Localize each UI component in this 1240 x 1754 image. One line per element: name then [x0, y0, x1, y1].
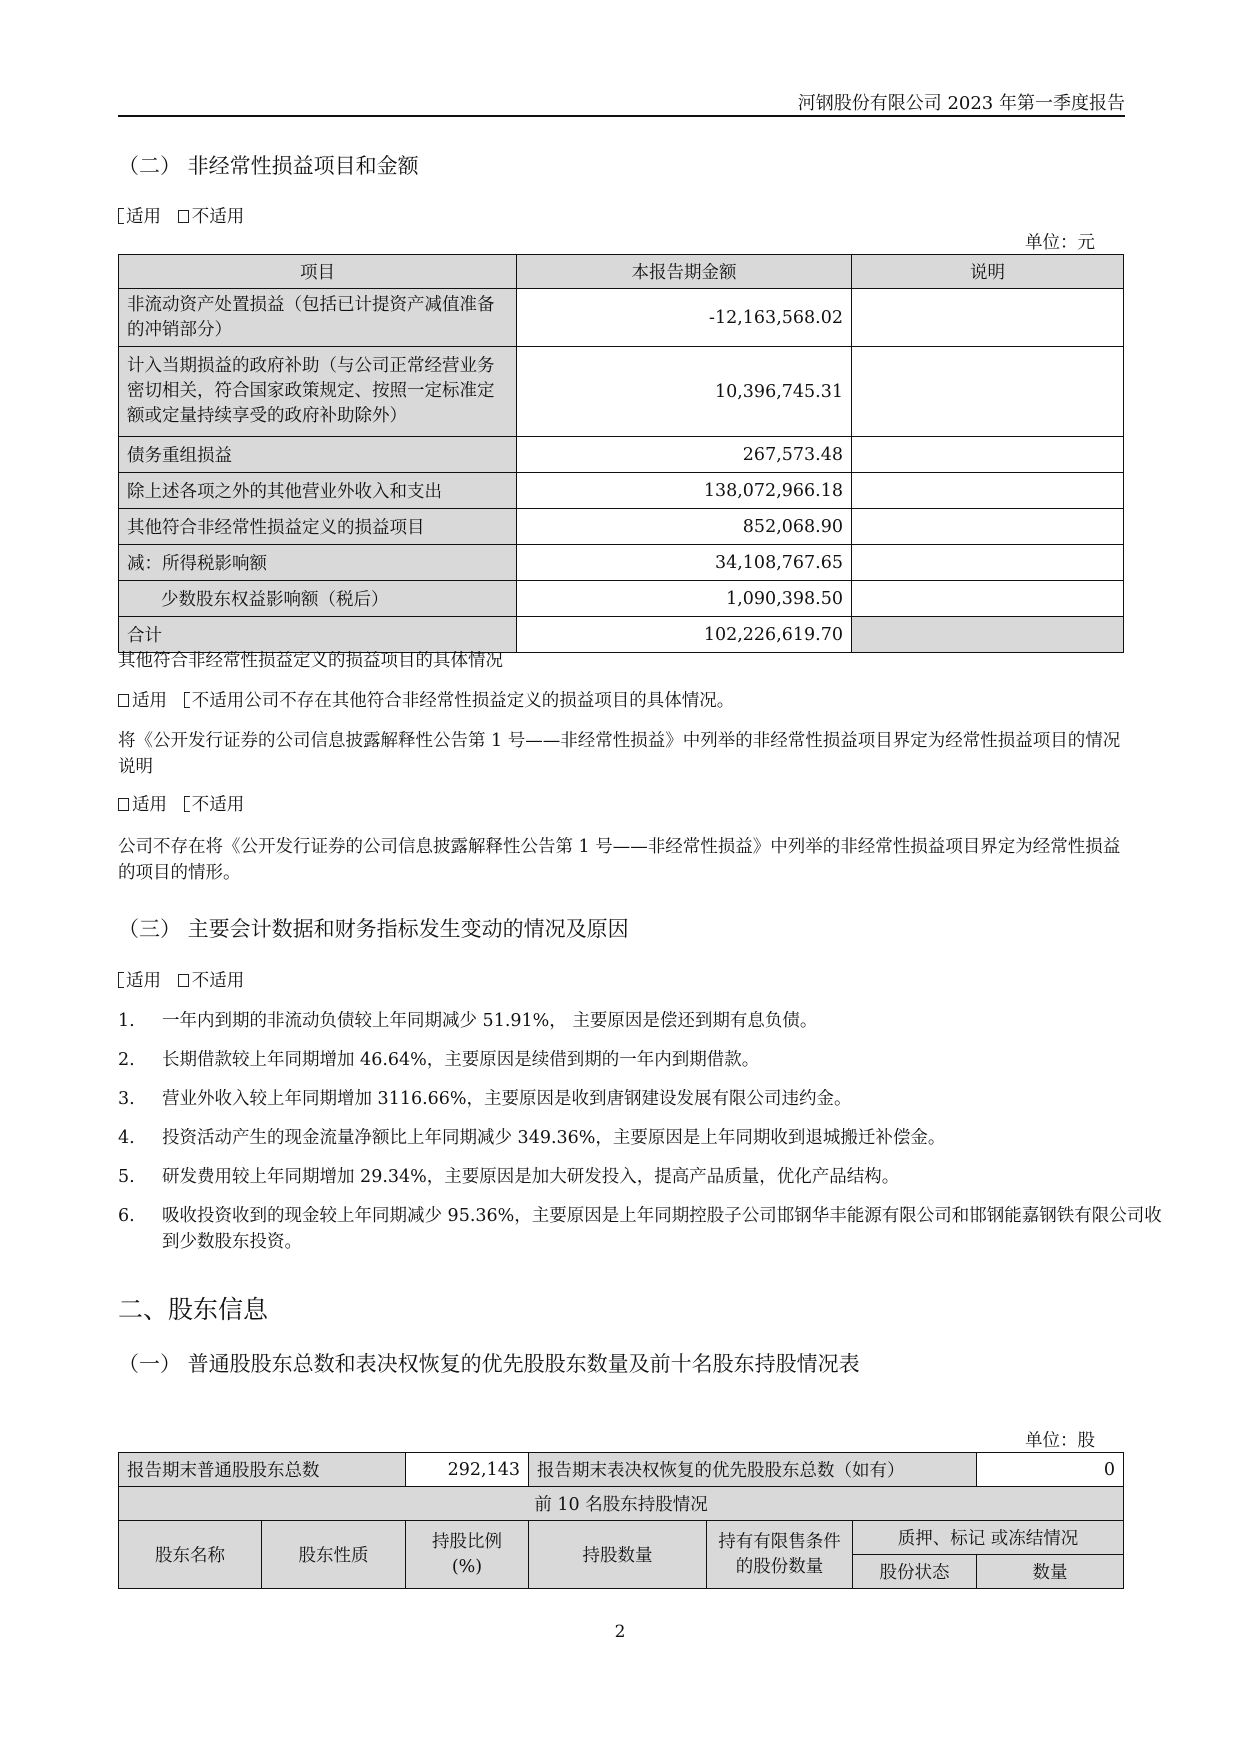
applicable-line-changes: [118, 968, 244, 994]
list-item-text: 吸收投资收到的现金较上年同期减少 95.36%，主要原因是上年同期控股子公司邯钢华丰能源有限公司和邯钢能嘉钢铁有限公司收到少数股东投资。: [162, 1206, 1162, 1252]
row-item: 合计: [119, 617, 517, 653]
column-header-note: 说明: [852, 255, 1124, 289]
row-item: 减：所得税影响额: [119, 545, 517, 581]
list-item-text: 长期借款较上年同期增加 46.64%，主要原因是续借到期的一年内到期借款。: [162, 1050, 760, 1070]
column-header-pledge-group: 质押、标记 或冻结情况: [853, 1521, 1124, 1555]
row-note: [852, 617, 1124, 653]
applicable-line-reclass: [118, 792, 244, 818]
list-item-number: 1.: [118, 1011, 135, 1031]
checkbox-checked-icon: [118, 972, 124, 988]
section-heading-shareholders: 二、股东信息: [118, 1295, 269, 1324]
shareholders-table: [118, 1452, 1124, 1589]
nonrecurring-table: [118, 254, 1124, 653]
list-item-text: 营业外收入较上年同期增加 3116.66%，主要原因是收到唐钢建设发展有限公司违约金。: [162, 1089, 852, 1109]
not-applicable-label: 不适用: [191, 971, 245, 991]
section-heading-changes: （三） 主要会计数据和财务指标发生变动的情况及原因: [118, 917, 629, 941]
row-note: [852, 289, 1124, 347]
row-note: [852, 509, 1124, 545]
table-header-row: [119, 255, 1124, 289]
checkbox-checked-icon: [184, 796, 190, 812]
unit-label-shares: 单位：股: [1025, 1431, 1095, 1451]
preferred-shareholders-label: 报告期末表决权恢复的优先股股东总数（如有）: [529, 1453, 977, 1487]
list-item-number: 4.: [118, 1128, 135, 1148]
checkbox-empty-icon: [118, 694, 129, 707]
column-header-nature: 股东性质: [262, 1521, 406, 1589]
table-row: [119, 509, 1124, 545]
preferred-shareholders-value: 0: [977, 1453, 1124, 1487]
list-item-text: 投资活动产生的现金流量净额比上年同期减少 349.36%，主要原因是上年同期收到退城搬迁补偿金。: [162, 1128, 946, 1148]
not-applicable-label: 不适用: [191, 207, 245, 227]
table-row: [119, 581, 1124, 617]
subsection-heading-shareholders: （一） 普通股股东总数和表决权恢复的优先股股东数量及前十名股东持股情况表: [118, 1352, 860, 1376]
applicable-label: 适用: [132, 795, 167, 815]
list-item-number: 2.: [118, 1050, 135, 1070]
checkbox-empty-icon: [178, 210, 189, 223]
table-row: [119, 545, 1124, 581]
header-divider: [118, 115, 1125, 117]
row-amount: 10,396,745.31: [517, 347, 852, 437]
row-item: 其他符合非经常性损益定义的损益项目: [119, 509, 517, 545]
column-header-item: 项目: [119, 255, 517, 289]
ratio-label: 持股比例: [432, 1531, 502, 1552]
row-item: 计入当期损益的政府补助（与公司正常经营业务密切相关，符合国家政策规定、按照一定标准定额或定量持续享受的政府补助除外）: [119, 347, 517, 437]
column-header-amount: 本报告期金额: [517, 255, 852, 289]
total-shareholders-label: 报告期末普通股股东总数: [119, 1453, 406, 1487]
column-header-row: [119, 1521, 1124, 1555]
reclass-statement: 公司不存在将《公开发行证券的公司信息披露解释性公告第 1 号——非经常性损益》中列举的非经常性损益项目界定为经常性损益的项目的情形。: [118, 837, 1121, 883]
row-note: [852, 473, 1124, 509]
row-note: [852, 437, 1124, 473]
shareholder-total-row: [119, 1453, 1124, 1487]
ratio-unit: (%): [451, 1556, 483, 1577]
table-row: [119, 437, 1124, 473]
top10-title: 前 10 名股东持股情况: [119, 1487, 1124, 1521]
checkbox-empty-icon: [178, 974, 189, 987]
column-header-pledge-status: 股份状态: [853, 1555, 977, 1589]
page-number: 2: [614, 1622, 626, 1642]
column-header-ratio: [406, 1521, 529, 1589]
column-header-name: 股东名称: [119, 1521, 262, 1589]
not-applicable-label: 不适用: [191, 795, 245, 815]
applicable-label: 适用: [126, 207, 161, 227]
column-header-quantity: 持股数量: [529, 1521, 707, 1589]
applicable-line-other-items: [118, 688, 734, 714]
unit-label-yuan: 单位：元: [1025, 233, 1095, 253]
row-amount: 267,573.48: [517, 437, 852, 473]
list-item-number: 3.: [118, 1089, 135, 1109]
applicable-label: 适用: [126, 971, 161, 991]
other-items-title: 其他符合非经常性损益定义的损益项目的具体情况: [118, 651, 503, 671]
row-amount: 138,072,966.18: [517, 473, 852, 509]
row-item: 少数股东权益影响额（税后）: [119, 581, 517, 617]
row-amount: 102,226,619.70: [517, 617, 852, 653]
checkbox-checked-icon: [118, 208, 124, 224]
reclass-title: 将《公开发行证券的公司信息披露解释性公告第 1 号——非经常性损益》中列举的非经常性损益项目界定为经常性损益项目的情况说明: [118, 731, 1121, 777]
table-row: [119, 347, 1124, 437]
applicable-label: 适用: [132, 691, 167, 711]
table-row: [119, 289, 1124, 347]
section-heading-nonrecurring: （二） 非经常性损益项目和金额: [118, 154, 419, 178]
list-item-text: 研发费用较上年同期增加 29.34%，主要原因是加大研发投入，提高产品质量，优化产品结构。: [162, 1167, 900, 1187]
checkbox-checked-icon: [184, 692, 190, 708]
row-item: 债务重组损益: [119, 437, 517, 473]
top10-title-row: [119, 1487, 1124, 1521]
checkbox-empty-icon: [118, 798, 129, 811]
report-header-title: 河钢股份有限公司 2023 年第一季度报告: [797, 93, 1125, 114]
table-row: [119, 473, 1124, 509]
column-header-pledge-qty: 数量: [977, 1555, 1124, 1589]
row-amount: 852,068.90: [517, 509, 852, 545]
row-item: 非流动资产处置损益（包括已计提资产减值准备的冲销部分）: [119, 289, 517, 347]
row-note: [852, 347, 1124, 437]
applicable-line-nonrecurring: [118, 204, 244, 230]
list-item-number: 6.: [118, 1206, 135, 1226]
other-items-statement: 公司不存在其他符合非经常性损益定义的损益项目的具体情况。: [244, 691, 735, 711]
total-shareholders-value: 292,143: [406, 1453, 529, 1487]
row-amount: -12,163,568.02: [517, 289, 852, 347]
not-applicable-label: 不适用: [191, 691, 245, 711]
row-item: 除上述各项之外的其他营业外收入和支出: [119, 473, 517, 509]
row-note: [852, 545, 1124, 581]
row-amount: 1,090,398.50: [517, 581, 852, 617]
column-header-restricted: 持有有限售条件的股份数量: [707, 1521, 853, 1589]
list-item-number: 5.: [118, 1167, 135, 1187]
list-item-text: 一年内到期的非流动负债较上年同期减少 51.91%， 主要原因是偿还到期有息负债。: [162, 1011, 818, 1031]
row-amount: 34,108,767.65: [517, 545, 852, 581]
row-note: [852, 581, 1124, 617]
